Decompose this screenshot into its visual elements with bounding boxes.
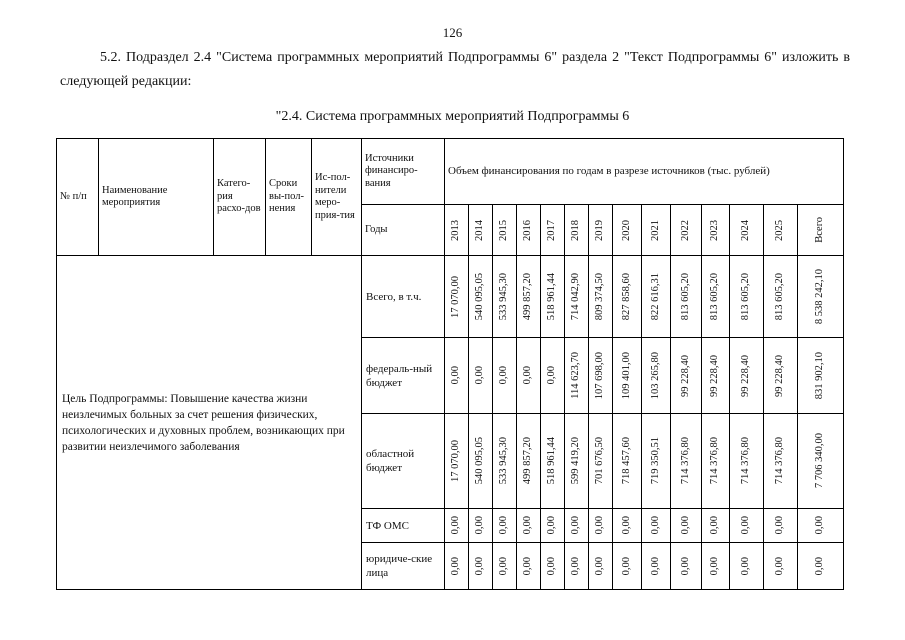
funding-value: 17 070,00: [445, 256, 469, 338]
funding-value: 0,00: [469, 543, 493, 590]
funding-value: 499 857,20: [517, 256, 541, 338]
year-header: 2016: [517, 205, 541, 256]
funding-value: 0,00: [589, 543, 613, 590]
funding-value: 0,00: [445, 509, 469, 543]
funding-value: 718 457,60: [613, 414, 642, 509]
funding-value: 0,00: [541, 543, 565, 590]
funding-value: 499 857,20: [517, 414, 541, 509]
funding-value: 714 376,80: [764, 414, 798, 509]
header-category: Катего-рия расхо-дов: [214, 139, 266, 256]
funding-value: 0,00: [702, 509, 730, 543]
year-header: 2025: [764, 205, 798, 256]
funding-value: 540 095,05: [469, 414, 493, 509]
year-header: 2019: [589, 205, 613, 256]
year-header: 2021: [642, 205, 671, 256]
page-number: 126: [442, 25, 463, 40]
funding-value: 0,00: [798, 543, 844, 590]
funding-value: 0,00: [613, 509, 642, 543]
funding-value: 0,00: [730, 509, 764, 543]
funding-value: 0,00: [730, 543, 764, 590]
funding-value: 0,00: [493, 509, 517, 543]
funding-value: 0,00: [493, 543, 517, 590]
funding-value: 714 042,90: [565, 256, 589, 338]
funding-value: 533 945,30: [493, 256, 517, 338]
header-terms: Сроки вы-пол-нения: [266, 139, 312, 256]
funding-value: 0,00: [642, 543, 671, 590]
funding-value: 714 376,80: [702, 414, 730, 509]
funding-value: 0,00: [445, 543, 469, 590]
funding-value: 0,00: [589, 509, 613, 543]
funding-value: 518 961,44: [541, 414, 565, 509]
funding-value: 17 070,00: [445, 414, 469, 509]
funding-value: 0,00: [493, 338, 517, 414]
section-title: "2.4. Система программных мероприятий Подпрограммы 6: [275, 109, 630, 124]
funding-source: областной бюджет: [362, 414, 445, 509]
funding-value: 822 616,31: [642, 256, 671, 338]
funding-value: 99 228,40: [671, 338, 702, 414]
funding-value: 0,00: [517, 509, 541, 543]
funding-value: 0,00: [541, 338, 565, 414]
funding-value: 599 419,20: [565, 414, 589, 509]
funding-value: 99 228,40: [764, 338, 798, 414]
funding-value: 0,00: [445, 338, 469, 414]
funding-value: 813 605,20: [702, 256, 730, 338]
funding-value: 0,00: [469, 338, 493, 414]
funding-value: 813 605,20: [730, 256, 764, 338]
year-header: 2017: [541, 205, 565, 256]
program-goal: Цель Подпрограммы: Повышение качества жизни неизлечимых больных за счет решения физических, психологических и духовных проблем, возникающих при развитии неизлечимого заболевания: [57, 256, 362, 590]
year-header: 2014: [469, 205, 493, 256]
funding-value: 0,00: [671, 509, 702, 543]
year-header: 2024: [730, 205, 764, 256]
funding-value: 540 095,05: [469, 256, 493, 338]
funding-value: 0,00: [642, 509, 671, 543]
funding-value: 103 265,80: [642, 338, 671, 414]
header-name: Наименование мероприятия: [99, 139, 214, 256]
funding-value: 107 698,00: [589, 338, 613, 414]
header-num: № п/п: [57, 139, 99, 256]
funding-value: 109 401,00: [613, 338, 642, 414]
funding-value: 701 676,50: [589, 414, 613, 509]
funding-source: ТФ ОМС: [362, 509, 445, 543]
year-header: 2013: [445, 205, 469, 256]
year-header: 2023: [702, 205, 730, 256]
funding-value: 533 945,30: [493, 414, 517, 509]
funding-value: 518 961,44: [541, 256, 565, 338]
year-header: 2020: [613, 205, 642, 256]
funding-value: 0,00: [565, 509, 589, 543]
funding-value: 809 374,50: [589, 256, 613, 338]
funding-value: 8 538 242,10: [798, 256, 844, 338]
funding-value: 719 350,51: [642, 414, 671, 509]
funding-source: Всего, в т.ч.: [362, 256, 445, 338]
program-table: [56, 138, 844, 590]
funding-value: 0,00: [565, 543, 589, 590]
funding-value: 714 376,80: [671, 414, 702, 509]
funding-value: 827 858,60: [613, 256, 642, 338]
header-executors: Ис-пол-нители меро-прия-тия: [312, 139, 362, 256]
funding-value: 0,00: [517, 338, 541, 414]
funding-value: 714 376,80: [730, 414, 764, 509]
funding-value: 0,00: [541, 509, 565, 543]
funding-value: 7 706 340,00: [798, 414, 844, 509]
year-header: Всего: [798, 205, 844, 256]
header-years-label: Годы: [362, 205, 445, 256]
funding-value: 813 605,20: [671, 256, 702, 338]
table-row: [57, 256, 844, 338]
funding-value: 0,00: [702, 543, 730, 590]
funding-value: 831 902,10: [798, 338, 844, 414]
funding-value: 813 605,20: [764, 256, 798, 338]
funding-source: федераль-ный бюджет: [362, 338, 445, 414]
year-header: 2018: [565, 205, 589, 256]
funding-value: 99 228,40: [702, 338, 730, 414]
year-header: 2015: [493, 205, 517, 256]
funding-value: 99 228,40: [730, 338, 764, 414]
funding-value: 0,00: [613, 543, 642, 590]
funding-value: 0,00: [671, 543, 702, 590]
funding-value: 114 623,70: [565, 338, 589, 414]
intro-paragraph: 5.2. Подраздел 2.4 "Система программных мероприятий Подпрограммы 6" раздела 2 "Текст Подпрограммы 6" изложить в следующей редакции:: [60, 50, 850, 89]
funding-source: юридиче-ские лица: [362, 543, 445, 590]
header-volume: Объем финансирования по годам в разрезе источников (тыс. рублей): [445, 139, 844, 205]
funding-value: 0,00: [517, 543, 541, 590]
funding-value: 0,00: [469, 509, 493, 543]
header-sources: Источники финансиро-вания: [362, 139, 445, 205]
funding-value: 0,00: [764, 543, 798, 590]
funding-value: 0,00: [798, 509, 844, 543]
funding-value: 0,00: [764, 509, 798, 543]
year-header: 2022: [671, 205, 702, 256]
